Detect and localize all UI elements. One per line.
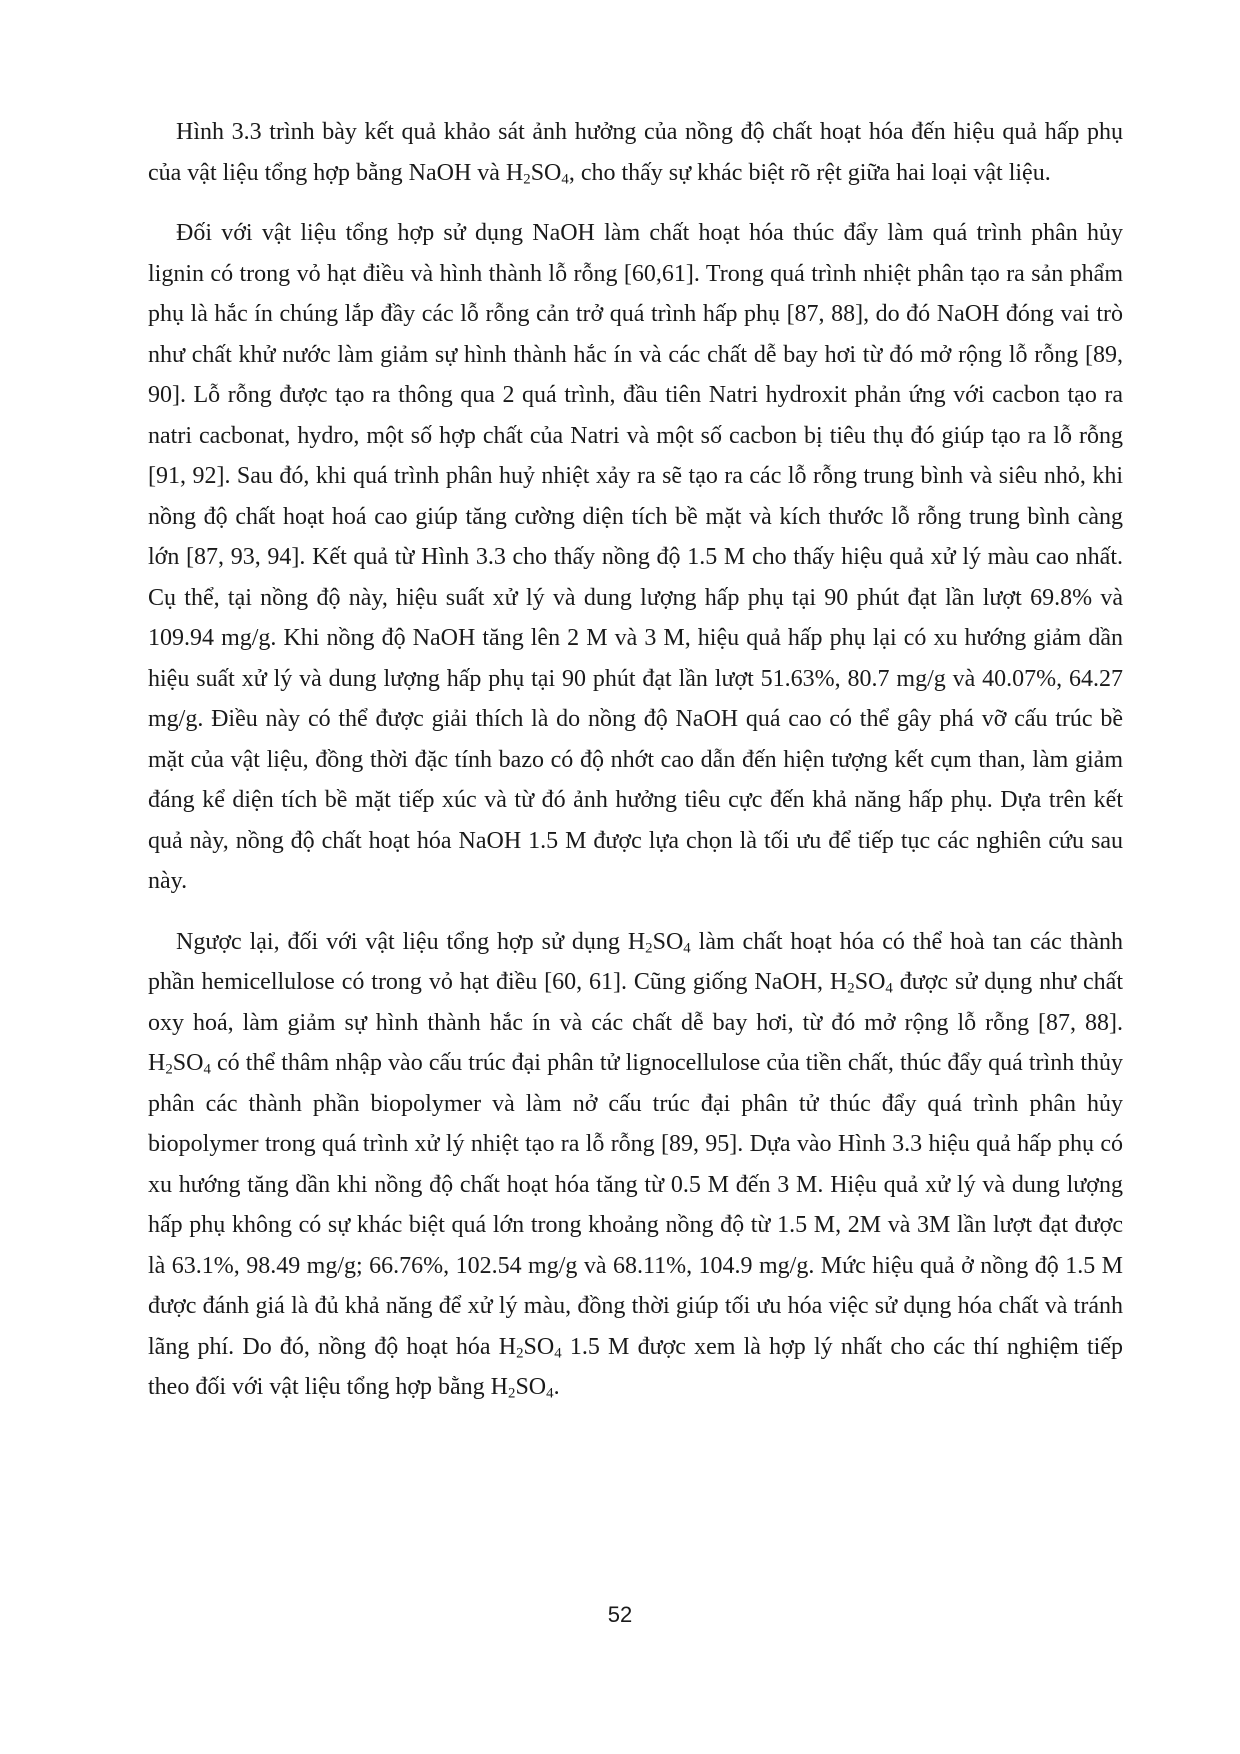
text-run: SO (523, 1333, 555, 1360)
subscript: 2 (165, 1061, 173, 1078)
text-run: Ngược lại, đối với vật liệu tổng hợp sử dụng H (176, 928, 646, 955)
subscript: 2 (516, 1344, 524, 1361)
paragraph-naoh (148, 213, 1123, 902)
subscript: 2 (645, 939, 653, 956)
text-run: 1.5 M được xem là hợp lý nhất cho các thí nghiệm tiếp theo đối với vật liệu tổng hợp bằng H (148, 1333, 1124, 1400)
subscript: 2 (847, 980, 855, 997)
text-run: SO (854, 969, 886, 995)
text-run: được sử dụng như chất oxy hoá, làm giảm sự hình thành hắc ín và các chất dễ bay hơi, từ đó mở rộng lỗ rỗng [87, 88]. H (148, 969, 1123, 1076)
document-body (148, 112, 1123, 1428)
subscript: 4 (203, 1061, 211, 1078)
page-number: 52 (607, 1602, 633, 1627)
subscript: 4 (683, 939, 691, 956)
text-run: Đối với vật liệu tổng hợp sử dụng NaOH làm chất hoạt hóa thúc đẩy làm quá trình phân hủy lignin có trong vỏ hạt điều và hình thành lỗ rỗng [60,61]. Trong quá trình nhiệt phân tạo ra sản phẩm phụ là hắc ín chúng lắp đầy các lỗ rỗng cản trở quá trình hấp phụ [87, 88], do đó NaOH đóng vai trò như chất khử nước làm giảm sự hình thành hắc ín và các chất dễ bay hơi từ đó mở rộng lỗ rỗng [89, 90]. Lỗ rỗng được tạo ra thông qua 2 quá trình, đầu tiên Natri hydroxit phản ứng với cacbon tạo ra natri cacbonat, hydro, một số hợp chất của Natri và một số cacbon bị tiêu thụ đó giúp tạo ra lỗ rỗng [91, 92]. Sau đó, khi quá trình phân huỷ nhiệt xảy ra sẽ tạo ra các lỗ rỗng trung bình và siêu nhỏ, khi nồng độ chất hoạt hoá cao giúp tăng cường diện tích bề mặt và kích thước lỗ rỗng trung bình càng lớn [87, 93, 94]. Kết quả từ Hình 3.3 cho thấy nồng độ 1.5 M cho thấy hiệu quả xử lý màu cao nhất. Cụ thể, tại nồng độ này, hiệu suất xử lý và dung lượng hấp phụ tại 90 phút đạt lần lượt 69.8% và 109.94 mg/g. Khi nồng độ NaOH tăng lên 2 M và 3 M, hiệu quả hấp phụ lại có xu hướng giảm dần hiệu suất xử lý và dung lượng hấp phụ tại 90 phút đạt lần lượt 51.63%, 80.7 mg/g và 40.07%, 64.27 mg/g. Điều này có thể được giải thích là do nồng độ NaOH quá cao có thể gây phá vỡ cấu trúc bề mặt của vật liệu, đồng thời đặc tính bazo có độ nhớt cao dẫn đến hiện tượng kết cụm than, làm giảm đáng kể diện tích bề mặt tiếp xúc và từ đó ảnh hưởng tiêu cực đến khả năng hấp phụ. Dựa trên kết quả này, nồng độ chất hoạt hóa NaOH 1.5 M được lựa chọn là tối ưu để tiếp tục các nghiên cứu sau này. (148, 220, 1123, 894)
subscript: 2 (523, 170, 531, 187)
text-run: , cho thấy sự khác biệt rõ rệt giữa hai loại vật liệu. (568, 159, 1051, 186)
subscript: 4 (546, 1385, 554, 1402)
subscript: 4 (561, 170, 569, 187)
text-run: SO (652, 928, 684, 955)
text-run: . (553, 1374, 560, 1400)
paragraph-intro (148, 112, 1123, 193)
text-run: có thể thâm nhập vào cấu trúc đại phân tử lignocellulose của tiền chất, thúc đẩy quá trình thủy phân các thành phần biopolymer và làm nở cấu trúc đại phân tử thúc đẩy quá trình phân hủy biopolymer trong quá trình xử lý nhiệt tạo ra lỗ rỗng [89, 95]. Dựa vào Hình 3.3 hiệu quả hấp phụ có xu hướng tăng dần khi nồng độ chất hoạt hóa tăng từ 0.5 M đến 3 M. Hiệu quả xử lý và dung lượng hấp phụ không có sự khác biệt quá lớn trong khoảng nồng độ từ 1.5 M, 2M và 3M lần lượt đạt được là 63.1%, 98.49 mg/g; 66.76%, 102.54 mg/g và 68.11%, 104.9 mg/g. Mức hiệu quả ở nồng độ 1.5 M được đánh giá là đủ khả năng để xử lý màu, đồng thời giúp tối ưu hóa việc sử dụng hóa chất và tránh lãng phí. Do đó, nồng độ hoạt hóa H (148, 1050, 1123, 1360)
text-run: Hình 3.3 trình bày kết quả khảo sát ảnh hưởng của nồng độ chất hoạt hóa đến hiệu quả hấp phụ của vật liệu tổng hợp bằng NaOH và H (148, 119, 1123, 186)
text-run: SO (172, 1050, 204, 1076)
subscript: 4 (885, 980, 893, 997)
paragraph-h2so4 (148, 922, 1123, 1408)
text-run: SO (515, 1374, 547, 1400)
text-run: SO (530, 159, 562, 186)
subscript: 4 (554, 1344, 562, 1361)
text-run: làm chất hoạt hóa có thể hoà tan các thành phần hemicellulose có trong vỏ hạt điều [60, 61]. Cũng giống NaOH, H (148, 928, 1124, 995)
subscript: 2 (508, 1385, 516, 1402)
